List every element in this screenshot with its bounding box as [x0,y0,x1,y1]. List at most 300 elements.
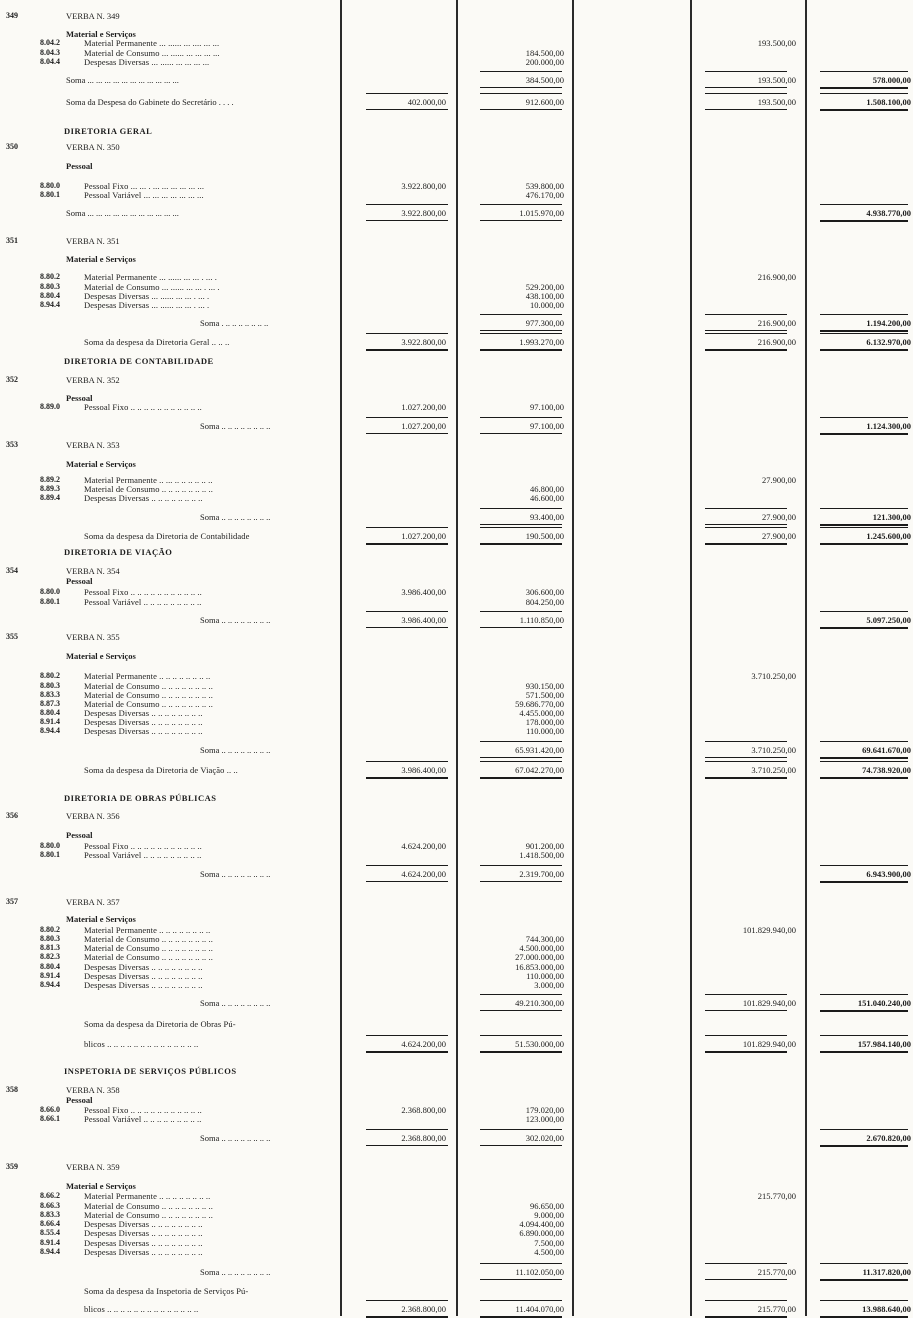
total-rule [820,543,908,545]
total-rule [705,777,787,779]
verba-title: VERBA N. 354 [66,566,120,576]
amount-c2: 65.931.420,00 [515,745,564,755]
total-rule [366,761,448,762]
item-label: Pessoal Variável .. .. .. .. .. .. .. .. .. [84,1114,202,1124]
sum-label: Soma da despesa da Diretoria de Contabilidade [84,531,250,541]
section-subtitle: Material e Serviços [66,1181,136,1191]
total-rule [820,71,908,72]
amount-c1: 3.986.400,00 [401,615,446,625]
total-rule [480,527,562,528]
amount-c5: 1.194.200,00 [866,318,911,328]
item-code: 8.89.4 [40,493,60,502]
item-code: 8.04.4 [40,57,60,66]
item-label: Material de Consumo .. .. .. .. .. .. .. .. [84,690,213,700]
sum-label: Soma ... ... ... ... ... ... ... ... ... ... ... [66,208,179,218]
total-rule [820,508,908,509]
total-rule [820,330,908,332]
total-rule [366,627,448,628]
total-rule [480,761,562,762]
sum-label: Soma . .. .. .. .. .. .. .. [200,318,269,328]
item-label: Despesas Diversas .. .. .. .. .. .. .. .. [84,962,203,972]
amount-c2: 539.800,00 [525,181,564,191]
amount-c1: 1.027.200,00 [401,531,446,541]
section-subtitle: Pessoal [66,1095,93,1105]
item-label: Pessoal Variável ... ... ... ... ... ... ... [84,190,204,200]
amount-c5: 4.938.770,00 [866,208,911,218]
amount-c1: 3.922.800,00 [401,181,446,191]
total-rule [366,1300,448,1301]
column-rule-1 [340,0,342,1316]
total-rule [820,761,908,762]
total-rule [480,333,562,334]
total-rule [705,314,787,315]
total-rule [480,71,562,72]
amount-c2: 3.000,00 [534,980,564,990]
sum-label: Soma .. .. .. .. .. .. .. .. [200,745,271,755]
amount-c5: 1.508.100,00 [866,97,911,107]
amount-c5: 6.943.900,00 [866,869,911,879]
total-rule [366,1129,448,1130]
item-label: Material Permanente ... ...... ... .... ... ... [84,38,220,48]
item-label: Despesas Diversas .. .. .. .. .. .. .. .. [84,971,203,981]
total-rule [820,333,908,334]
amount-c2: 96.650,00 [530,1201,564,1211]
item-label: Pessoal Fixo .. .. .. .. .. .. .. .. .. .. .. [84,402,202,412]
section-subtitle: Material e Serviços [66,914,136,924]
amount-c2: 190.500,00 [525,531,564,541]
item-code: 8.80.3 [40,934,60,943]
amount-c1: 3.922.800,00 [401,208,446,218]
verba-title: VERBA N. 351 [66,236,120,246]
amount-c4: 215.770,00 [757,1267,796,1277]
total-rule [820,865,908,866]
total-rule [480,1035,562,1036]
total-rule [705,757,787,758]
verba-number: 349 [6,11,18,20]
total-rule [820,1035,908,1036]
total-rule [705,71,787,72]
item-code: 8.80.3 [40,681,60,690]
amount-c1: 1.027.200,00 [401,421,446,431]
item-code: 8.82.3 [40,952,60,961]
section-subtitle: Material e Serviços [66,651,136,661]
amount-c1: 4.624.200,00 [401,869,446,879]
item-code: 8.66.2 [40,1191,60,1200]
amount-c4: 27.900,00 [762,475,796,485]
total-rule [705,761,787,762]
total-rule [705,1010,787,1011]
total-rule [480,741,562,742]
verba-title: VERBA N. 356 [66,811,120,821]
amount-c2: 804.250,00 [525,597,564,607]
amount-c5: 1.245.600,00 [866,531,911,541]
sum-label: Soma da despesa da Diretoria Geral .. .. .. [84,337,230,347]
verba-number: 357 [6,897,18,906]
amount-c5: 151.040.240,00 [857,998,911,1008]
verba-title: VERBA N. 357 [66,897,120,907]
sum-label: Soma ... ... ... ... ... ... ... ... ... ... ... [66,75,179,85]
total-rule [480,1263,562,1264]
total-rule [705,333,787,334]
item-label: Material Permanente .. .. .. .. .. .. .. .. [84,671,211,681]
total-rule [366,333,448,334]
amount-c2: 4.455.000,00 [519,708,564,718]
item-label: Despesas Diversas .. .. .. .. .. .. .. .. [84,1219,203,1229]
total-rule [366,1035,448,1036]
total-rule [480,757,562,758]
amount-c4: 193.500,00 [757,97,796,107]
amount-c4: 216.900,00 [757,272,796,282]
amount-c2: 4.500,00 [534,1247,564,1257]
total-rule [366,527,448,528]
item-label: Despesas Diversas .. .. .. .. .. .. .. .. [84,717,203,727]
amount-c4: 3.710.250,00 [751,745,796,755]
section-subtitle: Material e Serviços [66,29,136,39]
total-rule [480,87,562,88]
sum-label: Soma .. .. .. .. .. .. .. .. [200,512,271,522]
item-code: 8.80.1 [40,190,60,199]
verba-number: 359 [6,1162,18,1171]
amount-c2: 97.100,00 [530,402,564,412]
item-code: 8.66.4 [40,1219,60,1228]
verba-number: 354 [6,566,18,575]
item-code: 8.94.4 [40,980,60,989]
item-label: Material de Consumo .. .. .. .. .. .. .. .. [84,943,213,953]
sum-label: Soma .. .. .. .. .. .. .. .. [200,421,271,431]
amount-c2: 9.000,00 [534,1210,564,1220]
item-label: Material de Consumo .. .. .. .. .. .. .. .. [84,484,213,494]
department-heading: DIRETORIA GERAL [64,126,153,136]
amount-c5: 121.300,00 [872,512,911,522]
amount-c4: 3.710.250,00 [751,765,796,775]
amount-c4: 27.900,00 [762,512,796,522]
amount-c2: 46.600,00 [530,493,564,503]
amount-c5: 74.738.920,00 [862,765,911,775]
amount-c5: 157.984.140,00 [857,1039,911,1049]
total-rule [820,433,908,435]
total-rule [705,524,787,525]
amount-c1: 3.986.400,00 [401,587,446,597]
total-rule [480,1129,562,1130]
item-code: 8.66.1 [40,1114,60,1123]
total-rule [820,741,908,742]
amount-c1: 4.624.200,00 [401,841,446,851]
total-rule [480,1300,562,1301]
item-code: 8.66.3 [40,1201,60,1210]
item-code: 8.80.2 [40,925,60,934]
total-rule [705,330,787,331]
amount-c4: 215.770,00 [757,1304,796,1314]
item-code: 8.80.1 [40,850,60,859]
amount-c4: 101.829.940,00 [742,925,796,935]
total-rule [820,204,908,205]
total-rule [820,1129,908,1130]
amount-c2: 384.500,00 [525,75,564,85]
total-rule [480,1051,562,1053]
amount-c2: 571.500,00 [525,690,564,700]
total-rule [705,1263,787,1264]
amount-c2: 67.042.270,00 [515,765,564,775]
amount-c2: 123.000,00 [525,1114,564,1124]
amount-c5: 69.641.670,00 [862,745,911,755]
item-label: Despesas Diversas ... ...... ... ... ... ... [84,57,210,67]
section-subtitle: Pessoal [66,830,93,840]
column-rule-4 [690,0,692,1316]
column-rule-3 [572,0,574,1316]
amount-c2: 27.000.000,00 [515,952,564,962]
verba-number: 353 [6,440,18,449]
item-label: Material de Consumo .. .. .. .. .. .. .. .. [84,952,213,962]
sum-label: blicos .. .. .. .. .. .. .. .. .. .. .. .. .. .. [84,1039,199,1049]
item-code: 8.87.3 [40,699,60,708]
verba-title: VERBA N. 353 [66,440,120,450]
amount-c1: 402.000,00 [407,97,446,107]
item-label: Despesas Diversas .. .. .. .. .. .. .. .. [84,1238,203,1248]
verba-number: 355 [6,632,18,641]
amount-c4: 193.500,00 [757,75,796,85]
item-code: 8.89.3 [40,484,60,493]
total-rule [366,204,448,205]
verba-title: VERBA N. 355 [66,632,120,642]
total-rule [480,881,562,882]
amount-c2: 178.000,00 [525,717,564,727]
sum-label: Soma .. .. .. .. .. .. .. .. [200,869,271,879]
total-rule [820,527,908,528]
item-label: Despesas Diversas .. .. .. .. .. .. .. .. [84,980,203,990]
total-rule [820,757,908,759]
item-code: 8.80.3 [40,282,60,291]
amount-c5: 6.132.970,00 [866,337,911,347]
total-rule [480,994,562,995]
item-code: 8.80.4 [40,708,60,717]
total-rule [820,1145,908,1147]
total-rule [480,204,562,205]
total-rule [705,527,787,528]
sum-label: Soma .. .. .. .. .. .. .. .. [200,615,271,625]
amount-c2: 302.020,00 [525,1133,564,1143]
item-code: 8.94.4 [40,726,60,735]
amount-c1: 2.368.800,00 [401,1304,446,1314]
amount-c1: 3.986.400,00 [401,765,446,775]
item-label: Material Permanente ... ...... ... ... . ... . [84,272,218,282]
department-heading: DIRETORIA DE VIAÇÃO [64,547,173,557]
item-code: 8.83.3 [40,690,60,699]
item-code: 8.89.0 [40,402,60,411]
total-rule [480,330,562,331]
total-rule [480,417,562,418]
total-rule [705,87,787,88]
total-rule [820,417,908,418]
sum-label: Soma da despesa da Diretoria de Obras Pú- [84,1019,236,1029]
total-rule [820,1010,908,1012]
column-rule-2 [456,0,458,1316]
item-code: 8.91.4 [40,717,60,726]
amount-c4: 27.900,00 [762,531,796,541]
department-heading: INSPETORIA DE SERVIÇOS PÚBLICOS [64,1066,237,1076]
total-rule [366,1145,448,1146]
sum-label: Soma da Despesa do Gabinete do Secretário . . . . [66,97,234,107]
amount-c2: 11.102.050,00 [515,1267,564,1277]
item-code: 8.66.0 [40,1105,60,1114]
item-code: 8.94.4 [40,300,60,309]
item-label: Despesas Diversas .. .. .. .. .. .. .. .. [84,726,203,736]
amount-c2: 529.200,00 [525,282,564,292]
total-rule [705,994,787,995]
item-label: Despesas Diversas .. .. .. .. .. .. .. .. [84,1228,203,1238]
total-rule [480,543,562,545]
amount-c2: 6.890.000,00 [519,1228,564,1238]
amount-c2: 179.020,00 [525,1105,564,1115]
verba-number: 351 [6,236,18,245]
item-code: 8.91.4 [40,971,60,980]
total-rule [366,93,448,94]
verba-number: 350 [6,142,18,151]
amount-c2: 306.600,00 [525,587,564,597]
amount-c4: 3.710.250,00 [751,671,796,681]
amount-c2: 7.500,00 [534,1238,564,1248]
verba-title: VERBA N. 352 [66,375,120,385]
item-label: Pessoal Fixo .. .. .. .. .. .. .. .. .. .. .. [84,587,202,597]
total-rule [480,524,562,525]
amount-c2: 49.210.300,00 [515,998,564,1008]
total-rule [820,1263,908,1264]
total-rule [480,777,562,779]
amount-c2: 901.200,00 [525,841,564,851]
column-rule-5 [805,0,807,1316]
amount-c5: 578.000,00 [872,75,911,85]
total-rule [820,109,908,111]
total-rule [705,1300,787,1301]
amount-c4: 101.829.940,00 [742,1039,796,1049]
amount-c5: 5.097.250,00 [866,615,911,625]
total-rule [366,881,448,882]
total-rule [820,220,908,222]
section-subtitle: Material e Serviços [66,459,136,469]
verba-title: VERBA N. 350 [66,142,120,152]
item-code: 8.80.2 [40,272,60,281]
item-code: 8.80.0 [40,587,60,596]
amount-c1: 2.368.800,00 [401,1105,446,1115]
item-label: Despesas Diversas .. .. .. .. .. .. .. .. [84,1247,203,1257]
item-label: Material de Consumo .. .. .. .. .. .. .. .. [84,699,213,709]
amount-c2: 476.170,00 [525,190,564,200]
amount-c2: 200.000,00 [525,57,564,67]
total-rule [366,220,448,221]
sum-label: Soma da despesa da Diretoria de Viação .. .. [84,765,238,775]
total-rule [705,508,787,509]
amount-c1: 2.368.800,00 [401,1133,446,1143]
sum-label: Soma da despesa da Inspetoria de Serviços Pú- [84,1286,249,1296]
amount-c2: 1.110.850,00 [519,615,564,625]
amount-c2: 93.400,00 [530,512,564,522]
item-label: Material de Consumo .. .. .. .. .. .. .. .. [84,1201,213,1211]
total-rule [480,1279,562,1280]
amount-c2: 4.094.400,00 [519,1219,564,1229]
total-rule [705,543,787,545]
amount-c4: 215.770,00 [757,1191,796,1201]
total-rule [480,1145,562,1146]
item-code: 8.80.1 [40,597,60,606]
amount-c2: 110.000,00 [526,971,564,981]
total-rule [705,109,787,110]
amount-c4: 101.829.940,00 [742,998,796,1008]
amount-c2: 110.000,00 [526,726,564,736]
item-label: Despesas Diversas ... ...... ... ... . ... . [84,300,210,310]
item-label: Material Permanente .. .. .. .. .. .. .. .. [84,925,211,935]
item-code: 8.04.2 [40,38,60,47]
amount-c2: 2.319.700,00 [519,869,564,879]
amount-c2: 59.686.770,00 [515,699,564,709]
department-heading: DIRETORIA DE OBRAS PÚBLICAS [64,793,217,803]
total-rule [366,349,448,351]
item-code: 8.80.0 [40,181,60,190]
amount-c1: 1.027.200,00 [401,402,446,412]
total-rule [820,524,908,526]
amount-c2: 930.150,00 [525,681,564,691]
verba-number: 352 [6,375,18,384]
item-code: 8.04.3 [40,48,60,57]
item-label: Material Permanente .. .. .. .. .. .. .. .. [84,1191,211,1201]
total-rule [480,220,562,221]
total-rule [705,1035,787,1036]
amount-c2: 977.300,00 [525,318,564,328]
total-rule [820,611,908,612]
total-rule [480,109,562,110]
item-code: 8.91.4 [40,1238,60,1247]
item-label: Pessoal Variável .. .. .. .. .. .. .. .. .. [84,597,202,607]
total-rule [480,349,562,351]
total-rule [820,1051,908,1053]
item-label: Pessoal Fixo .. .. .. .. .. .. .. .. .. .. .. [84,1105,202,1115]
sum-label: Soma .. .. .. .. .. .. .. .. [200,1133,271,1143]
sum-label: blicos .. .. .. .. .. .. .. .. .. .. .. .. .. .. [84,1304,199,1314]
total-rule [366,865,448,866]
item-label: Material Permanente .. ... .. .. .. .. .. .. [84,475,213,485]
total-rule [480,314,562,315]
item-label: Material de Consumo ... ...... ... ... ... ... [84,48,220,58]
total-rule [820,627,908,629]
total-rule [480,627,562,628]
total-rule [366,433,448,434]
amount-c2: 912.600,00 [525,97,564,107]
amount-c4: 193.500,00 [757,38,796,48]
verba-title: VERBA N. 359 [66,1162,120,1172]
total-rule [366,109,448,110]
total-rule [480,93,562,94]
amount-c2: 1.418.500,00 [519,850,564,860]
total-rule [820,881,908,883]
total-rule [366,417,448,418]
amount-c2: 10.000,00 [530,300,564,310]
total-rule [366,777,448,779]
item-label: Pessoal Fixo ... ... . ... ... ... ... ... ... [84,181,205,191]
total-rule [820,87,908,89]
amount-c1: 3.922.800,00 [401,337,446,347]
item-label: Material de Consumo .. .. .. .. .. .. .. .. [84,1210,213,1220]
section-subtitle: Material e Serviços [66,254,136,264]
verba-title: VERBA N. 349 [66,11,120,21]
item-code: 8.55.4 [40,1228,60,1237]
sum-label: Soma .. .. .. .. .. .. .. .. [200,998,271,1008]
amount-c2: 97.100,00 [530,421,564,431]
amount-c4: 216.900,00 [757,337,796,347]
total-rule [820,994,908,995]
item-label: Material de Consumo .. .. .. .. .. .. .. .. [84,934,213,944]
amount-c5: 1.124.300,00 [866,421,911,431]
amount-c2: 438.100,00 [525,291,564,301]
amount-c2: 11.404.070,00 [515,1304,564,1314]
item-label: Material de Consumo ... ...... ... ... . ... . [84,282,220,292]
